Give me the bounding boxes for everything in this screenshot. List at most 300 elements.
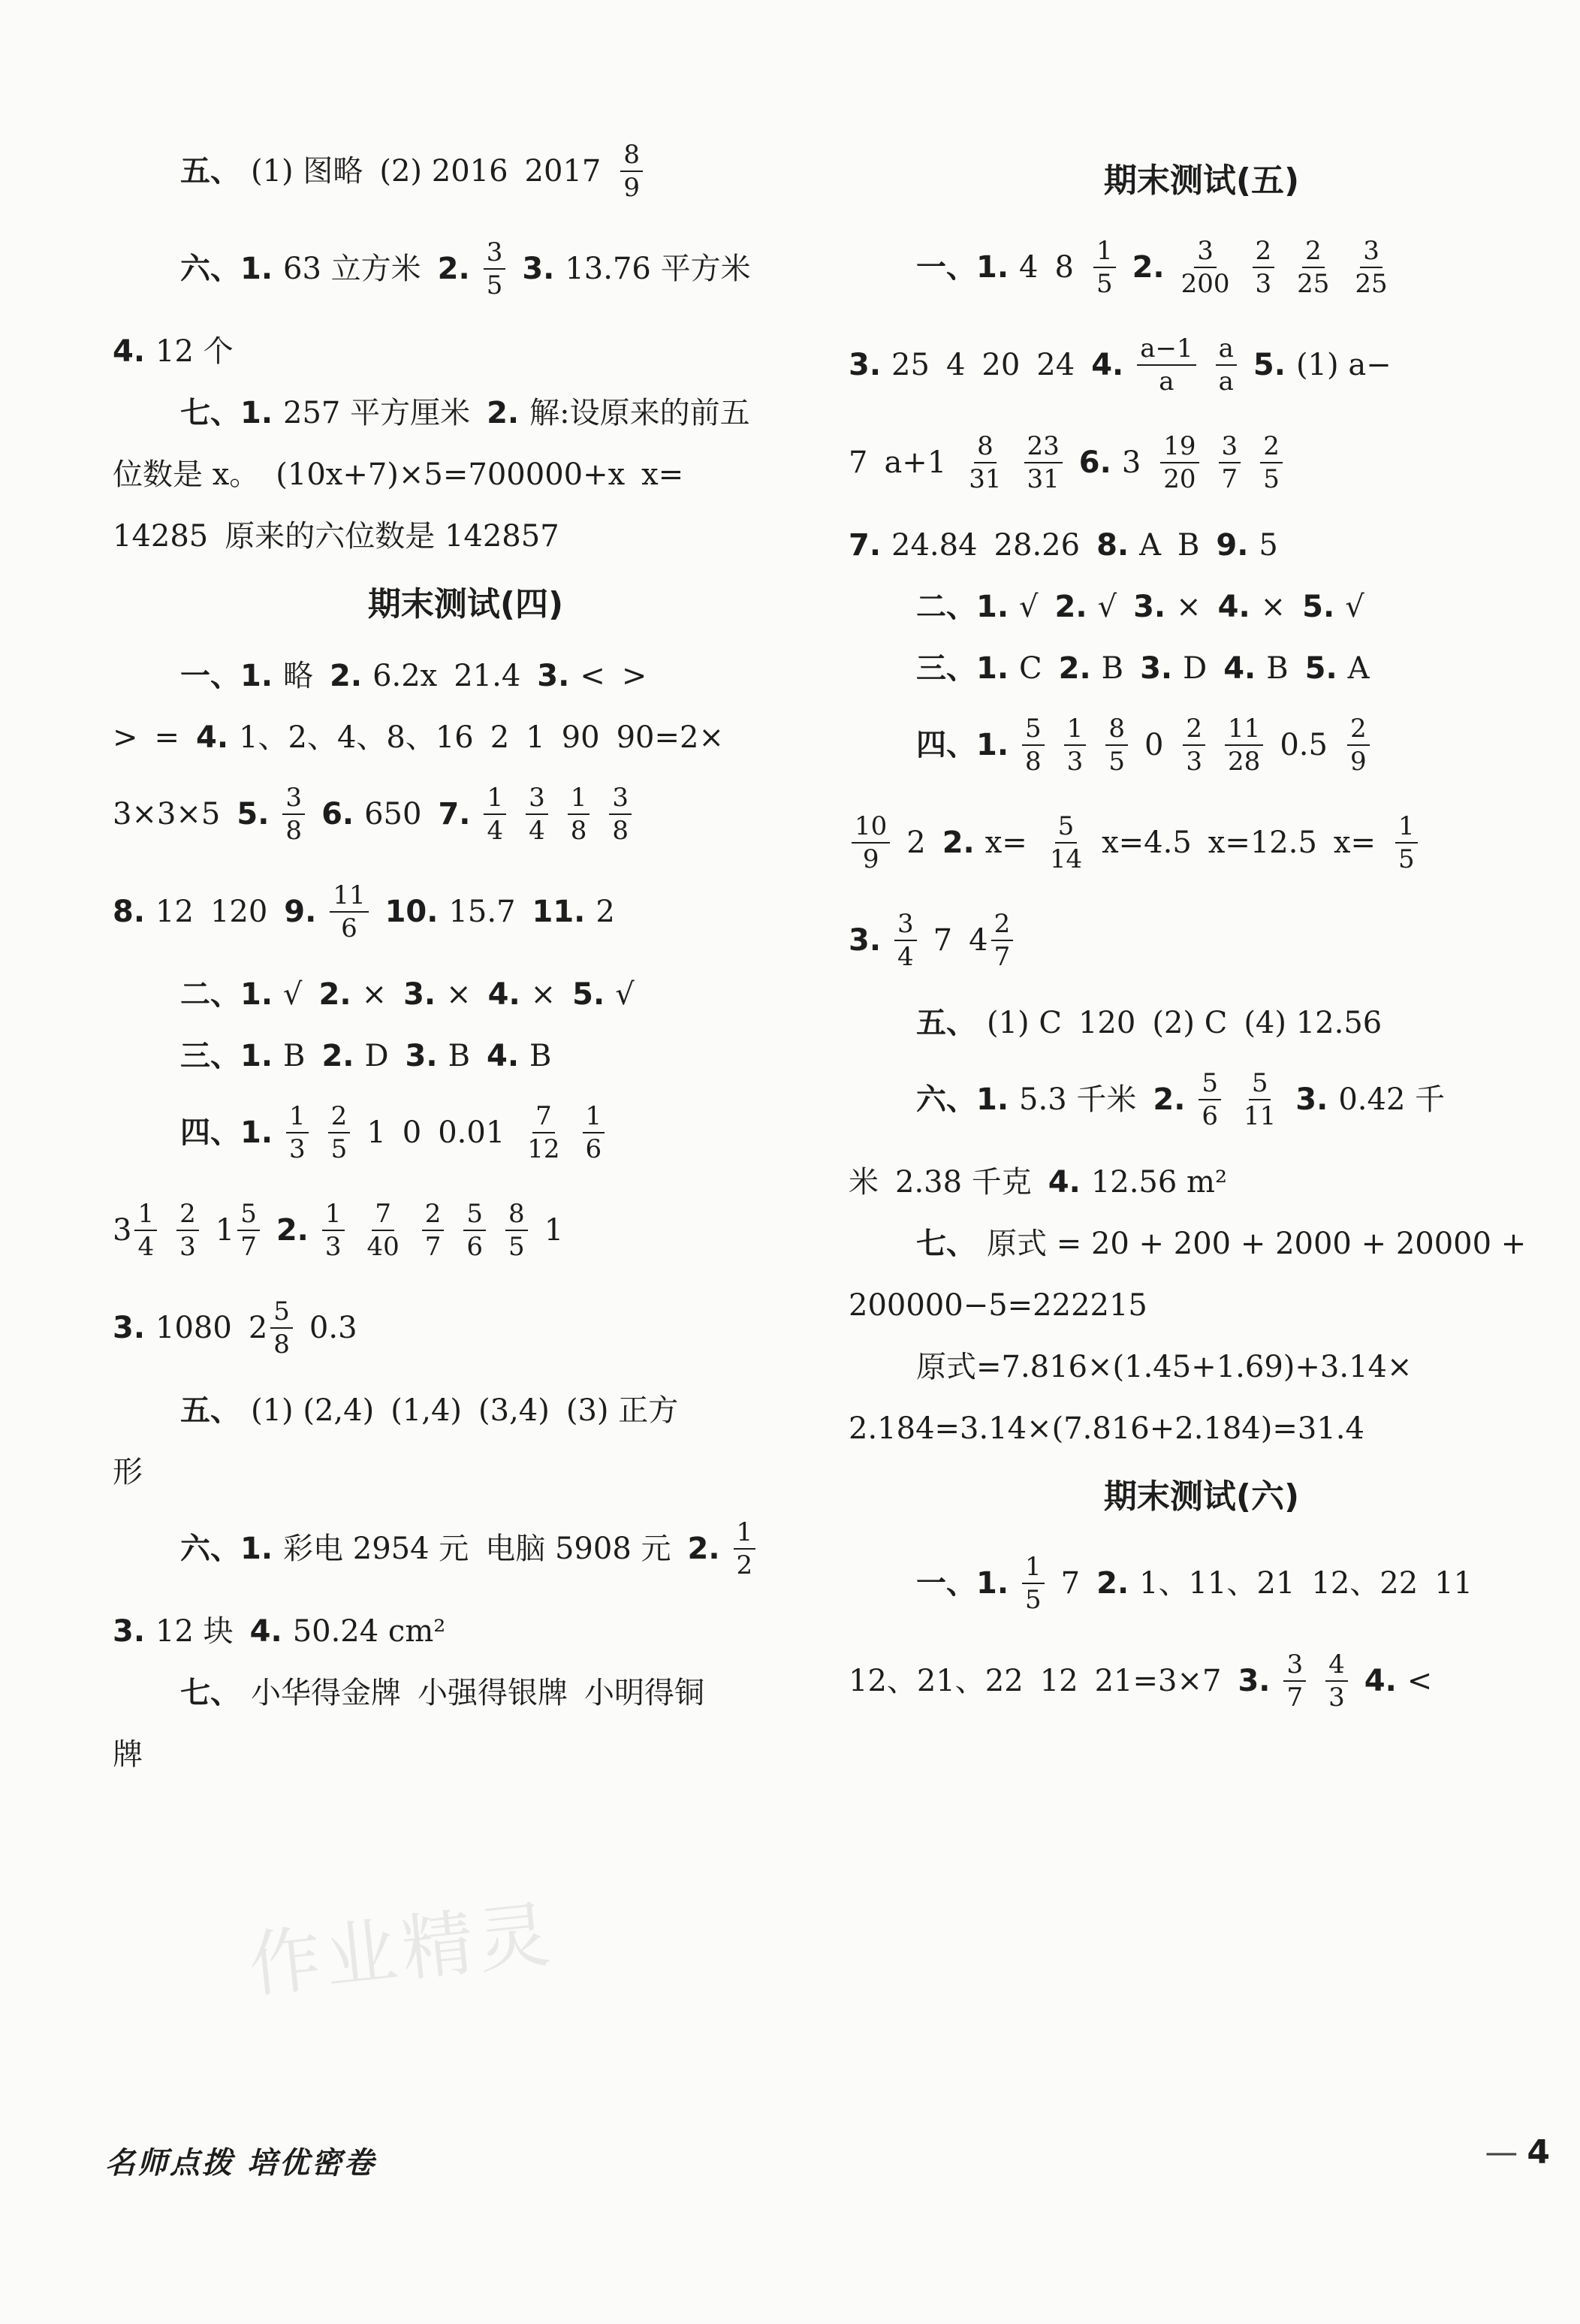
- answer-line: [113, 1672, 819, 1714]
- numerator: 3: [282, 785, 305, 815]
- fraction: [364, 1201, 403, 1260]
- answer-line: [849, 1223, 1554, 1265]
- answer-text: 0: [1144, 728, 1164, 762]
- denominator: 8: [273, 1330, 290, 1360]
- numerator: 3: [1219, 433, 1241, 463]
- numerator: 2: [991, 911, 1014, 941]
- answer-text: 0.5: [1280, 728, 1328, 762]
- fraction: [286, 1103, 309, 1162]
- numerator: 3: [484, 240, 506, 270]
- answer-text: 20: [981, 348, 1021, 382]
- numerator: 11: [1225, 716, 1263, 746]
- denominator: 6: [466, 1232, 484, 1262]
- numerator: 4: [1325, 1652, 1348, 1682]
- fraction: [1137, 334, 1196, 397]
- denominator: 7: [240, 1232, 257, 1262]
- answer-line: [849, 1408, 1554, 1450]
- numerator: 1: [568, 785, 590, 815]
- answer-text: 3: [1121, 445, 1141, 480]
- answer-text: 12: [1039, 1664, 1078, 1698]
- fraction: [422, 1201, 445, 1260]
- denominator: 11: [1244, 1101, 1277, 1131]
- item-number: 四、1.: [916, 728, 1009, 762]
- numerator: 2: [422, 1201, 445, 1231]
- answer-line: [113, 876, 819, 948]
- answer-text: B: [1177, 528, 1200, 563]
- numerator: 3: [1283, 1652, 1306, 1682]
- fraction: [463, 1201, 486, 1260]
- answer-text: (10x+7)×5=700000+x: [276, 457, 626, 492]
- item-number: 3.: [113, 1614, 146, 1649]
- answer-text: (1) 图略: [251, 154, 363, 189]
- answer-text: >: [621, 659, 647, 693]
- item-number: 六、1.: [916, 1082, 1009, 1117]
- answer-text: 解:设原来的前五: [529, 396, 750, 430]
- item-number: 3.: [405, 1039, 438, 1073]
- denominator: 200: [1180, 269, 1230, 299]
- numerator: 2: [1347, 716, 1370, 746]
- numerator: 2: [176, 1201, 199, 1231]
- numerator: 1: [583, 1103, 605, 1133]
- answer-text: 12、22: [1311, 1566, 1419, 1601]
- answer-text: 650: [364, 797, 422, 832]
- numerator: 5: [1249, 1070, 1271, 1100]
- fraction: [1260, 433, 1283, 492]
- answer-line: [849, 586, 1554, 628]
- item-number: 五、: [180, 154, 240, 189]
- item-number: 5.: [1253, 348, 1286, 382]
- denominator: 40: [366, 1232, 400, 1262]
- answer-line: [849, 1064, 1554, 1136]
- answer-line: [849, 1002, 1554, 1044]
- answer-line: [113, 1292, 819, 1364]
- item-number: 4.: [1223, 651, 1256, 686]
- answer-text: 牌: [113, 1737, 143, 1772]
- footer-brand: 名师点拨 培优密卷: [105, 2145, 376, 2181]
- item-number: 11.: [532, 895, 586, 929]
- denominator: 9: [862, 844, 879, 874]
- fraction: [1253, 238, 1275, 297]
- left-column: [113, 135, 819, 1795]
- answer-line: [113, 392, 819, 434]
- numerator: 1: [1022, 1554, 1045, 1584]
- item-number: 3.: [522, 252, 555, 286]
- denominator: 8: [570, 816, 587, 846]
- answer-text: 14285: [113, 519, 209, 554]
- fraction: [583, 1103, 605, 1162]
- fraction: [852, 813, 890, 872]
- denominator: 7: [424, 1232, 442, 1262]
- answer-text: ×: [530, 977, 556, 1012]
- answer-text: A: [1139, 528, 1161, 563]
- answer-line: [849, 647, 1554, 690]
- numerator: 5: [1055, 813, 1078, 844]
- fraction: [176, 1201, 199, 1260]
- numerator: 3: [1194, 238, 1217, 268]
- item-number: 2.: [437, 252, 470, 286]
- numerator: 3: [609, 785, 632, 815]
- denominator: 5: [1108, 747, 1125, 777]
- denominator: 4: [137, 1232, 155, 1262]
- item-number: 4.: [1364, 1664, 1397, 1698]
- answer-text: 3×3×5: [113, 797, 221, 832]
- answer-text: ×: [1176, 590, 1202, 624]
- fraction: [237, 1201, 260, 1260]
- item-number: 2.: [321, 1039, 354, 1073]
- answer-text: 0.3: [309, 1311, 357, 1345]
- answer-text: B: [283, 1039, 306, 1073]
- item-number: 4.: [1048, 1165, 1081, 1200]
- numerator: a−1: [1137, 336, 1196, 366]
- section-heading: 期末测试(六): [1103, 1477, 1300, 1516]
- answer-text: 120: [210, 895, 268, 929]
- answer-text: 2: [906, 825, 926, 860]
- fraction: [1022, 1554, 1045, 1613]
- fraction: [330, 880, 368, 943]
- answer-text: B: [1101, 651, 1124, 686]
- denominator: 7: [1221, 464, 1238, 494]
- numerator: 8: [505, 1201, 528, 1231]
- denominator: 31: [1027, 464, 1060, 494]
- answer-text: 12.56 m²: [1090, 1165, 1228, 1200]
- numerator: 2: [1260, 433, 1283, 463]
- answer-text: <: [1407, 1664, 1433, 1698]
- fraction: [1225, 714, 1263, 777]
- answer-text: 12 块: [155, 1614, 234, 1649]
- denominator: 5: [508, 1232, 525, 1262]
- answer-text: √: [1345, 590, 1364, 624]
- answer-line: [849, 1346, 1554, 1388]
- answer-text: √: [283, 977, 303, 1012]
- item-number: 2.: [276, 1213, 309, 1248]
- answer-text: 1、2、4、8、16: [239, 720, 474, 755]
- numerator: 1: [734, 1520, 756, 1550]
- denominator: a: [1159, 367, 1174, 397]
- item-number: 9.: [284, 895, 317, 929]
- answer-text: D: [364, 1039, 389, 1073]
- answer-text: 小明得铜: [584, 1676, 704, 1710]
- answer-text: 2.184=3.14×(7.816+2.184)=31.4: [849, 1411, 1364, 1446]
- answer-text: 小强得银牌: [418, 1676, 568, 1710]
- fraction: [1183, 714, 1205, 777]
- numerator: a: [1216, 336, 1237, 366]
- answer-text: (2) C: [1152, 1006, 1228, 1040]
- denominator: 14: [1049, 844, 1083, 874]
- item-number: 8.: [113, 895, 146, 929]
- item-number: 8.: [1096, 528, 1129, 563]
- denominator: 5: [330, 1134, 348, 1164]
- answer-text: 12: [155, 895, 194, 929]
- fraction: [1395, 813, 1418, 872]
- answer-text: x=: [641, 457, 684, 492]
- answer-text: (1,4): [390, 1393, 463, 1428]
- answer-text: a+1: [884, 445, 947, 480]
- fraction: [1241, 1070, 1279, 1129]
- answer-line: [113, 655, 819, 697]
- item-number: 4.: [1091, 348, 1124, 382]
- answer-text: 90=2×: [616, 720, 724, 755]
- item-number: 2.: [942, 825, 975, 860]
- numerator: 2: [1183, 716, 1205, 746]
- answer-line: [849, 329, 1554, 401]
- numerator: 5: [237, 1201, 260, 1231]
- fraction: [894, 911, 917, 970]
- answer-line: [849, 1161, 1554, 1203]
- answer-text: 原式=7.816×(1.45+1.69)+3.14×: [916, 1350, 1413, 1384]
- item-number: 4.: [1217, 590, 1250, 624]
- right-column: [849, 135, 1554, 1743]
- answer-text: (2) 2016: [379, 154, 508, 189]
- answer-text: x=4.5: [1102, 825, 1192, 860]
- answer-text: (1) (2,4): [251, 1393, 375, 1428]
- numerator: 1: [1064, 716, 1087, 746]
- item-number: 2.: [1054, 590, 1087, 624]
- answer-text: x=: [1333, 825, 1376, 860]
- numerator: 5: [1022, 716, 1045, 746]
- mixed-number: [216, 1201, 260, 1260]
- item-number: 二、1.: [180, 977, 273, 1012]
- answer-line: [113, 1035, 819, 1077]
- answer-text: 24: [1036, 348, 1075, 382]
- answer-text: 8: [1054, 250, 1074, 285]
- numerator: 2: [328, 1103, 351, 1133]
- item-number: 3.: [537, 659, 570, 693]
- numerator: 19: [1160, 433, 1199, 463]
- answer-line: [849, 1284, 1554, 1326]
- mixed-number: [113, 1201, 157, 1260]
- fraction: [1064, 714, 1087, 777]
- answer-line: [113, 135, 819, 207]
- answer-text: √: [1097, 590, 1117, 624]
- denominator: 28: [1228, 747, 1261, 777]
- answer-text: 1080: [155, 1311, 232, 1345]
- answer-text: 0.01: [438, 1115, 505, 1150]
- answer-text: 7: [1060, 1566, 1081, 1601]
- answer-line: [113, 1610, 819, 1652]
- item-number: 六、1.: [180, 1532, 273, 1566]
- answer-text: 原来的六位数是 142857: [225, 519, 559, 554]
- answer-text: ×: [1260, 590, 1286, 624]
- item-number: 三、1.: [180, 1039, 273, 1073]
- item-number: 七、1.: [180, 396, 273, 430]
- answer-text: x=: [984, 825, 1027, 860]
- item-number: 七、: [916, 1227, 976, 1261]
- page-number-value: 4: [1527, 2133, 1550, 2172]
- denominator: 5: [1025, 1585, 1042, 1615]
- fraction: [1024, 433, 1063, 492]
- answer-text: (1) C: [987, 1006, 1062, 1040]
- whole-part: 3: [113, 1213, 132, 1248]
- numerator: 23: [1024, 433, 1063, 463]
- answer-text: 25: [891, 348, 930, 382]
- fraction: [1199, 1070, 1221, 1129]
- denominator: a: [1218, 367, 1234, 397]
- denominator: 2: [736, 1550, 753, 1580]
- answer-text: 24.84: [891, 528, 978, 563]
- answer-text: =: [154, 720, 180, 755]
- fraction: [568, 785, 590, 844]
- denominator: 8: [285, 816, 303, 846]
- answer-line: [849, 524, 1554, 566]
- item-number: 一、1.: [180, 659, 273, 693]
- answer-text: 形: [113, 1455, 143, 1489]
- numerator: 5: [270, 1299, 293, 1329]
- answer-line: [113, 1734, 819, 1776]
- answer-line: [113, 778, 819, 850]
- whole-part: 2: [248, 1311, 268, 1345]
- answer-text: 11: [1434, 1566, 1473, 1601]
- denominator: 9: [1349, 747, 1367, 777]
- numerator: 5: [1199, 1070, 1221, 1100]
- item-number: 6.: [1078, 445, 1111, 480]
- answer-text: (3,4): [478, 1393, 550, 1428]
- item-number: 4.: [196, 720, 229, 755]
- answer-text: 12、21、22: [849, 1664, 1024, 1698]
- answer-text: 1: [544, 1213, 564, 1248]
- denominator: 3: [1255, 269, 1272, 299]
- denominator: 4: [897, 942, 914, 972]
- numerator: 11: [330, 883, 368, 913]
- answer-line: [113, 1451, 819, 1493]
- item-number: 2.: [1153, 1082, 1186, 1117]
- mixed-number: [969, 911, 1013, 970]
- numerator: 8: [620, 142, 643, 172]
- numerator: 3: [894, 911, 917, 941]
- page-number: [1485, 2133, 1550, 2172]
- fraction: [484, 785, 506, 844]
- answer-line: [849, 231, 1554, 303]
- numerator: 10: [852, 813, 890, 844]
- answer-text: 0: [402, 1115, 422, 1150]
- answer-text: 电脑 5908 元: [485, 1532, 671, 1566]
- answer-text: 2.38 千克: [895, 1165, 1032, 1200]
- answer-line: [113, 1513, 819, 1585]
- item-number: 5.: [237, 797, 270, 832]
- fraction: [1352, 238, 1390, 297]
- item-number: 一、1.: [916, 1566, 1009, 1601]
- answer-line: [113, 973, 819, 1016]
- fraction: [1347, 714, 1370, 777]
- item-number: 二、1.: [916, 590, 1009, 624]
- item-number: 6.: [321, 797, 354, 832]
- answer-text: 257 平方厘米: [283, 396, 471, 430]
- numerator: 3: [1360, 238, 1382, 268]
- fraction: [1216, 334, 1237, 397]
- item-number: 七、: [180, 1676, 240, 1710]
- denominator: 9: [623, 173, 640, 203]
- item-number: 4.: [113, 334, 146, 369]
- denominator: 25: [1297, 269, 1330, 299]
- item-number: 3.: [849, 923, 882, 958]
- answer-line: [113, 1097, 819, 1169]
- fraction: [1022, 714, 1045, 777]
- fraction: [1325, 1649, 1348, 1713]
- answer-text: B: [448, 1039, 470, 1073]
- section-heading: 期末测试(四): [367, 585, 564, 623]
- fraction: [526, 785, 548, 844]
- answer-text: 63 立方米: [283, 252, 421, 286]
- denominator: 3: [1066, 747, 1084, 777]
- answer-text: 7: [933, 923, 953, 958]
- numerator: 1: [322, 1201, 345, 1231]
- denominator: 6: [341, 913, 357, 943]
- answer-text: 50.24 cm²: [292, 1614, 446, 1649]
- watermark: 作业精灵: [245, 1891, 559, 2008]
- answer-text: x=12.5: [1208, 825, 1317, 860]
- fraction: [1093, 238, 1116, 297]
- answer-line: [849, 904, 1554, 976]
- answer-line: [113, 1390, 819, 1432]
- answer-text: (4) 12.56: [1244, 1006, 1382, 1040]
- whole-part: 1: [215, 1213, 235, 1248]
- fraction: [1219, 433, 1241, 492]
- fraction: [966, 433, 1004, 492]
- answer-line: [113, 330, 819, 373]
- numerator: 2: [1253, 238, 1275, 268]
- answer-text: 21.4: [454, 659, 521, 693]
- denominator: 3: [1328, 1683, 1345, 1713]
- denominator: 5: [486, 270, 503, 300]
- item-number: 五、: [916, 1006, 976, 1040]
- item-number: 2.: [330, 659, 363, 693]
- numerator: 3: [526, 785, 548, 815]
- item-number: 六、1.: [180, 252, 273, 286]
- denominator: 7: [994, 942, 1011, 972]
- answer-text: >: [113, 720, 138, 755]
- answer-line: [113, 233, 819, 305]
- answer-text: (1) a−: [1295, 348, 1392, 382]
- answer-text: 28.26: [994, 528, 1081, 563]
- answer-text: 90: [561, 720, 600, 755]
- denominator: 3: [1186, 747, 1203, 777]
- answer-text: 2017: [524, 154, 602, 189]
- denominator: 4: [529, 816, 545, 846]
- answer-text: 15.7: [448, 895, 516, 929]
- fraction: [270, 1296, 293, 1360]
- answer-text: 2: [490, 720, 510, 755]
- answer-line: [849, 709, 1554, 781]
- answer-text: 1: [366, 1115, 386, 1150]
- numerator: 1: [1395, 813, 1418, 844]
- denominator: 5: [1096, 269, 1113, 299]
- item-number: 3.: [113, 1311, 146, 1345]
- answer-text: (3) 正方: [565, 1393, 679, 1428]
- item-number: 2.: [318, 977, 351, 1012]
- answer-line: [113, 717, 819, 759]
- fraction: [505, 1201, 528, 1260]
- answer-text: 位数是 x。: [113, 457, 260, 492]
- answer-line: [113, 454, 819, 496]
- fraction: [1294, 238, 1332, 297]
- item-number: 2.: [1058, 651, 1091, 686]
- answer-text: 4: [1019, 250, 1039, 285]
- item-number: 四、1.: [180, 1115, 273, 1150]
- answer-text: 0.42 千: [1338, 1082, 1446, 1117]
- fraction: [524, 1103, 562, 1162]
- answer-text: 200000−5=222215: [849, 1288, 1147, 1323]
- answer-text: 21=3×7: [1094, 1664, 1222, 1698]
- answer-text: 120: [1078, 1006, 1136, 1040]
- item-number: 3.: [1295, 1082, 1328, 1117]
- numerator: 1: [134, 1201, 157, 1231]
- numerator: 2: [1302, 238, 1325, 268]
- answer-line: [113, 515, 819, 557]
- answer-text: 略: [283, 659, 314, 693]
- item-number: 一、1.: [916, 250, 1009, 285]
- answer-text: <: [580, 659, 605, 693]
- denominator: 20: [1163, 464, 1196, 494]
- denominator: 12: [527, 1134, 560, 1164]
